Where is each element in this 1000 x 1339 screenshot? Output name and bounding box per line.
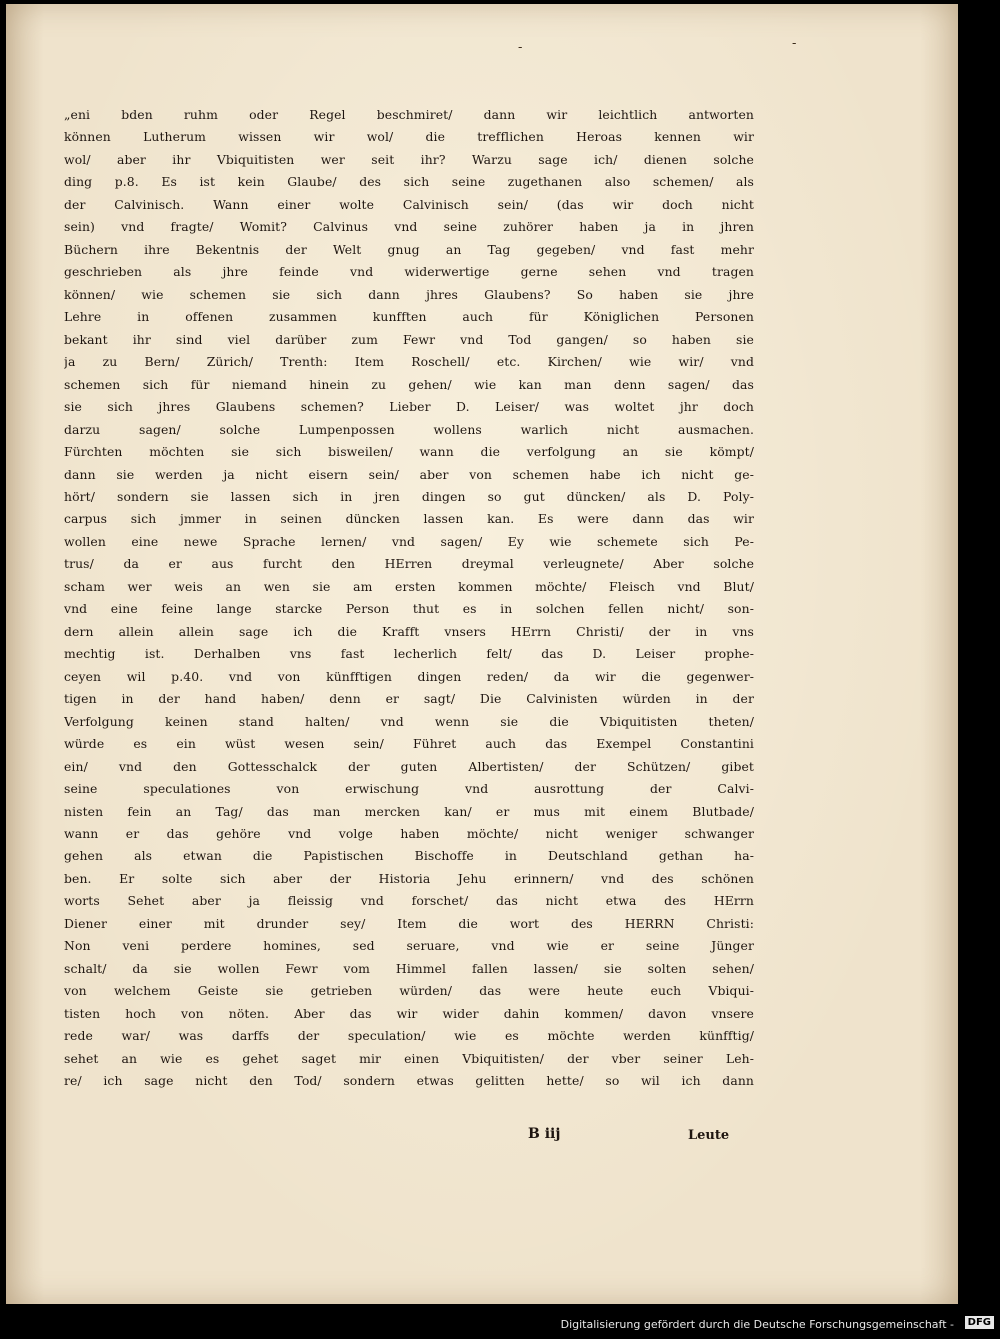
- text-line: Büchern ihre Bekentnis der Welt gnug an Tag gegeben/ vnd fast mehr: [64, 241, 754, 257]
- dfg-logo: DFG: [965, 1316, 994, 1329]
- text-line: sein) vnd fragte/ Womit? Calvinus vnd seine zuhörer haben ja in jhren: [64, 219, 754, 235]
- text-line: hört/ sondern sie lassen sich in jren dingen so gut düncken/ als D. Poly-: [64, 488, 754, 504]
- book-page: [6, 4, 958, 1304]
- text-line: wann er das gehöre vnd volge haben möchte/ nicht weniger schwanger: [64, 826, 754, 841]
- page-text-block: [64, 104, 754, 1093]
- text-line: worts Sehet aber ja fleissig vnd forschet/ das nicht etwa des HErrn: [64, 893, 754, 909]
- text-line: rede war/ was darffs der speculation/ wie es möchte werden künfftig/: [64, 1028, 754, 1044]
- text-line: von welchem Geiste sie getrieben würden/ das were heute euch Vbiqui-: [64, 983, 754, 999]
- text-line: schemen sich für niemand hinein zu gehen/ wie kan man denn sagen/ das: [64, 376, 754, 392]
- text-line: wollen eine newe Sprache lernen/ vnd sagen/ Ey wie schemete sich Pe-: [64, 533, 754, 549]
- text-line: seine speculationes von erwischung vnd ausrottung der Calvi-: [64, 781, 754, 797]
- page-mark: -: [792, 36, 797, 51]
- text-line: dern allein allein sage ich die Krafft vnsers HErrn Christi/ der in vns: [64, 623, 754, 639]
- text-line: der Calvinisch. Wann einer wolte Calvinisch sein/ (das wir doch nicht: [64, 196, 754, 212]
- text-line: nisten fein an Tag/ das man mercken kan/ er mus mit einem Blutbade/: [64, 803, 754, 819]
- signature-mark: B iij: [528, 1126, 561, 1142]
- text-line: gehen als etwan die Papistischen Bischoffe in Deutschland gethan ha-: [64, 848, 754, 864]
- text-line: tisten hoch von nöten. Aber das wir wider dahin kommen/ davon vnsere: [64, 1005, 754, 1021]
- funding-credit: Digitalisierung gefördert durch die Deutsche Forschungsgemeinschaft -: [560, 1318, 954, 1331]
- text-line: ja zu Bern/ Zürich/ Trenth: Item Roschell/ etc. Kirchen/ wie wir/ vnd: [64, 354, 754, 370]
- text-line: „eni bden ruhm oder Regel beschmiret/ dann wir leichtlich antworten: [64, 107, 754, 122]
- catchword: Leute: [688, 1128, 730, 1143]
- text-line: darzu sagen/ solche Lumpenpossen wollens warlich nicht ausmachen.: [64, 421, 754, 437]
- text-line: carpus sich jmmer in seinen düncken lassen kan. Es were dann das wir: [64, 511, 754, 527]
- text-line: mechtig ist. Derhalben vns fast lecherlich felt/ das D. Leiser prophe-: [64, 646, 754, 662]
- text-line: tigen in der hand haben/ denn er sagt/ Die Calvinisten würden in der: [64, 691, 754, 707]
- text-line: Non veni perdere homines, sed seruare, vnd wie er seine Jünger: [64, 938, 754, 954]
- text-line: geschrieben als jhre feinde vnd widerwertige gerne sehen vnd tragen: [64, 264, 754, 280]
- text-line: Diener einer mit drunder sey/ Item die wort des HERRN Christi:: [64, 915, 754, 931]
- text-line: vnd eine feine lange starcke Person thut es in solchen fellen nicht/ son-: [64, 601, 754, 617]
- text-line: Lehre in offenen zusammen kunfften auch für Königlichen Personen: [64, 309, 754, 325]
- text-line: wol/ aber ihr Vbiquitisten wer seit ihr? Warzu sage ich/ dienen solche: [64, 151, 754, 167]
- text-line: ding p.8. Es ist kein Glaube/ des sich seine zugethanen also schemen/ als: [64, 174, 754, 190]
- text-line: scham wer weis an wen sie am ersten kommen möchte/ Fleisch vnd Blut/: [64, 578, 754, 594]
- text-line: Verfolgung keinen stand halten/ vnd wenn sie die Vbiquitisten theten/: [64, 713, 754, 729]
- text-line: dann sie werden ja nicht eisern sein/ aber von schemen habe ich nicht ge-: [64, 466, 754, 482]
- text-line: bekant ihr sind viel darüber zum Fewr vnd Tod gangen/ so haben sie: [64, 331, 754, 347]
- text-line: sie sich jhres Glaubens schemen? Lieber D. Leiser/ was woltet jhr doch: [64, 399, 754, 415]
- text-line: ben. Er solte sich aber der Historia Jehu erinnern/ vnd des schönen: [64, 870, 754, 886]
- text-line: sehet an wie es gehet saget mir einen Vbiquitisten/ der vber seiner Leh-: [64, 1050, 754, 1066]
- text-line: ceyen wil p.40. vnd von künfftigen dingen reden/ da wir die gegenwer-: [64, 668, 754, 684]
- text-line: können/ wie schemen sie sich dann jhres Glaubens? So haben sie jhre: [64, 286, 754, 302]
- text-line: würde es ein wüst wesen sein/ Führet auch das Exempel Constantini: [64, 736, 754, 752]
- text-line: können Lutherum wissen wir wol/ die trefflichen Heroas kennen wir: [64, 129, 754, 145]
- text-line: re/ ich sage nicht den Tod/ sondern etwas gelitten hette/ so wil ich dann: [64, 1073, 754, 1089]
- page-mark: -: [518, 40, 523, 55]
- text-line: schalt/ da sie wollen Fewr vom Himmel fallen lassen/ sie solten sehen/: [64, 960, 754, 976]
- text-line: ein/ vnd den Gottesschalck der guten Albertisten/ der Schützen/ gibet: [64, 758, 754, 774]
- text-line: Fürchten möchten sie sich bisweilen/ wann die verfolgung an sie kömpt/: [64, 444, 754, 460]
- text-line: trus/ da er aus furcht den HErren dreymal verleugnete/ Aber solche: [64, 556, 754, 572]
